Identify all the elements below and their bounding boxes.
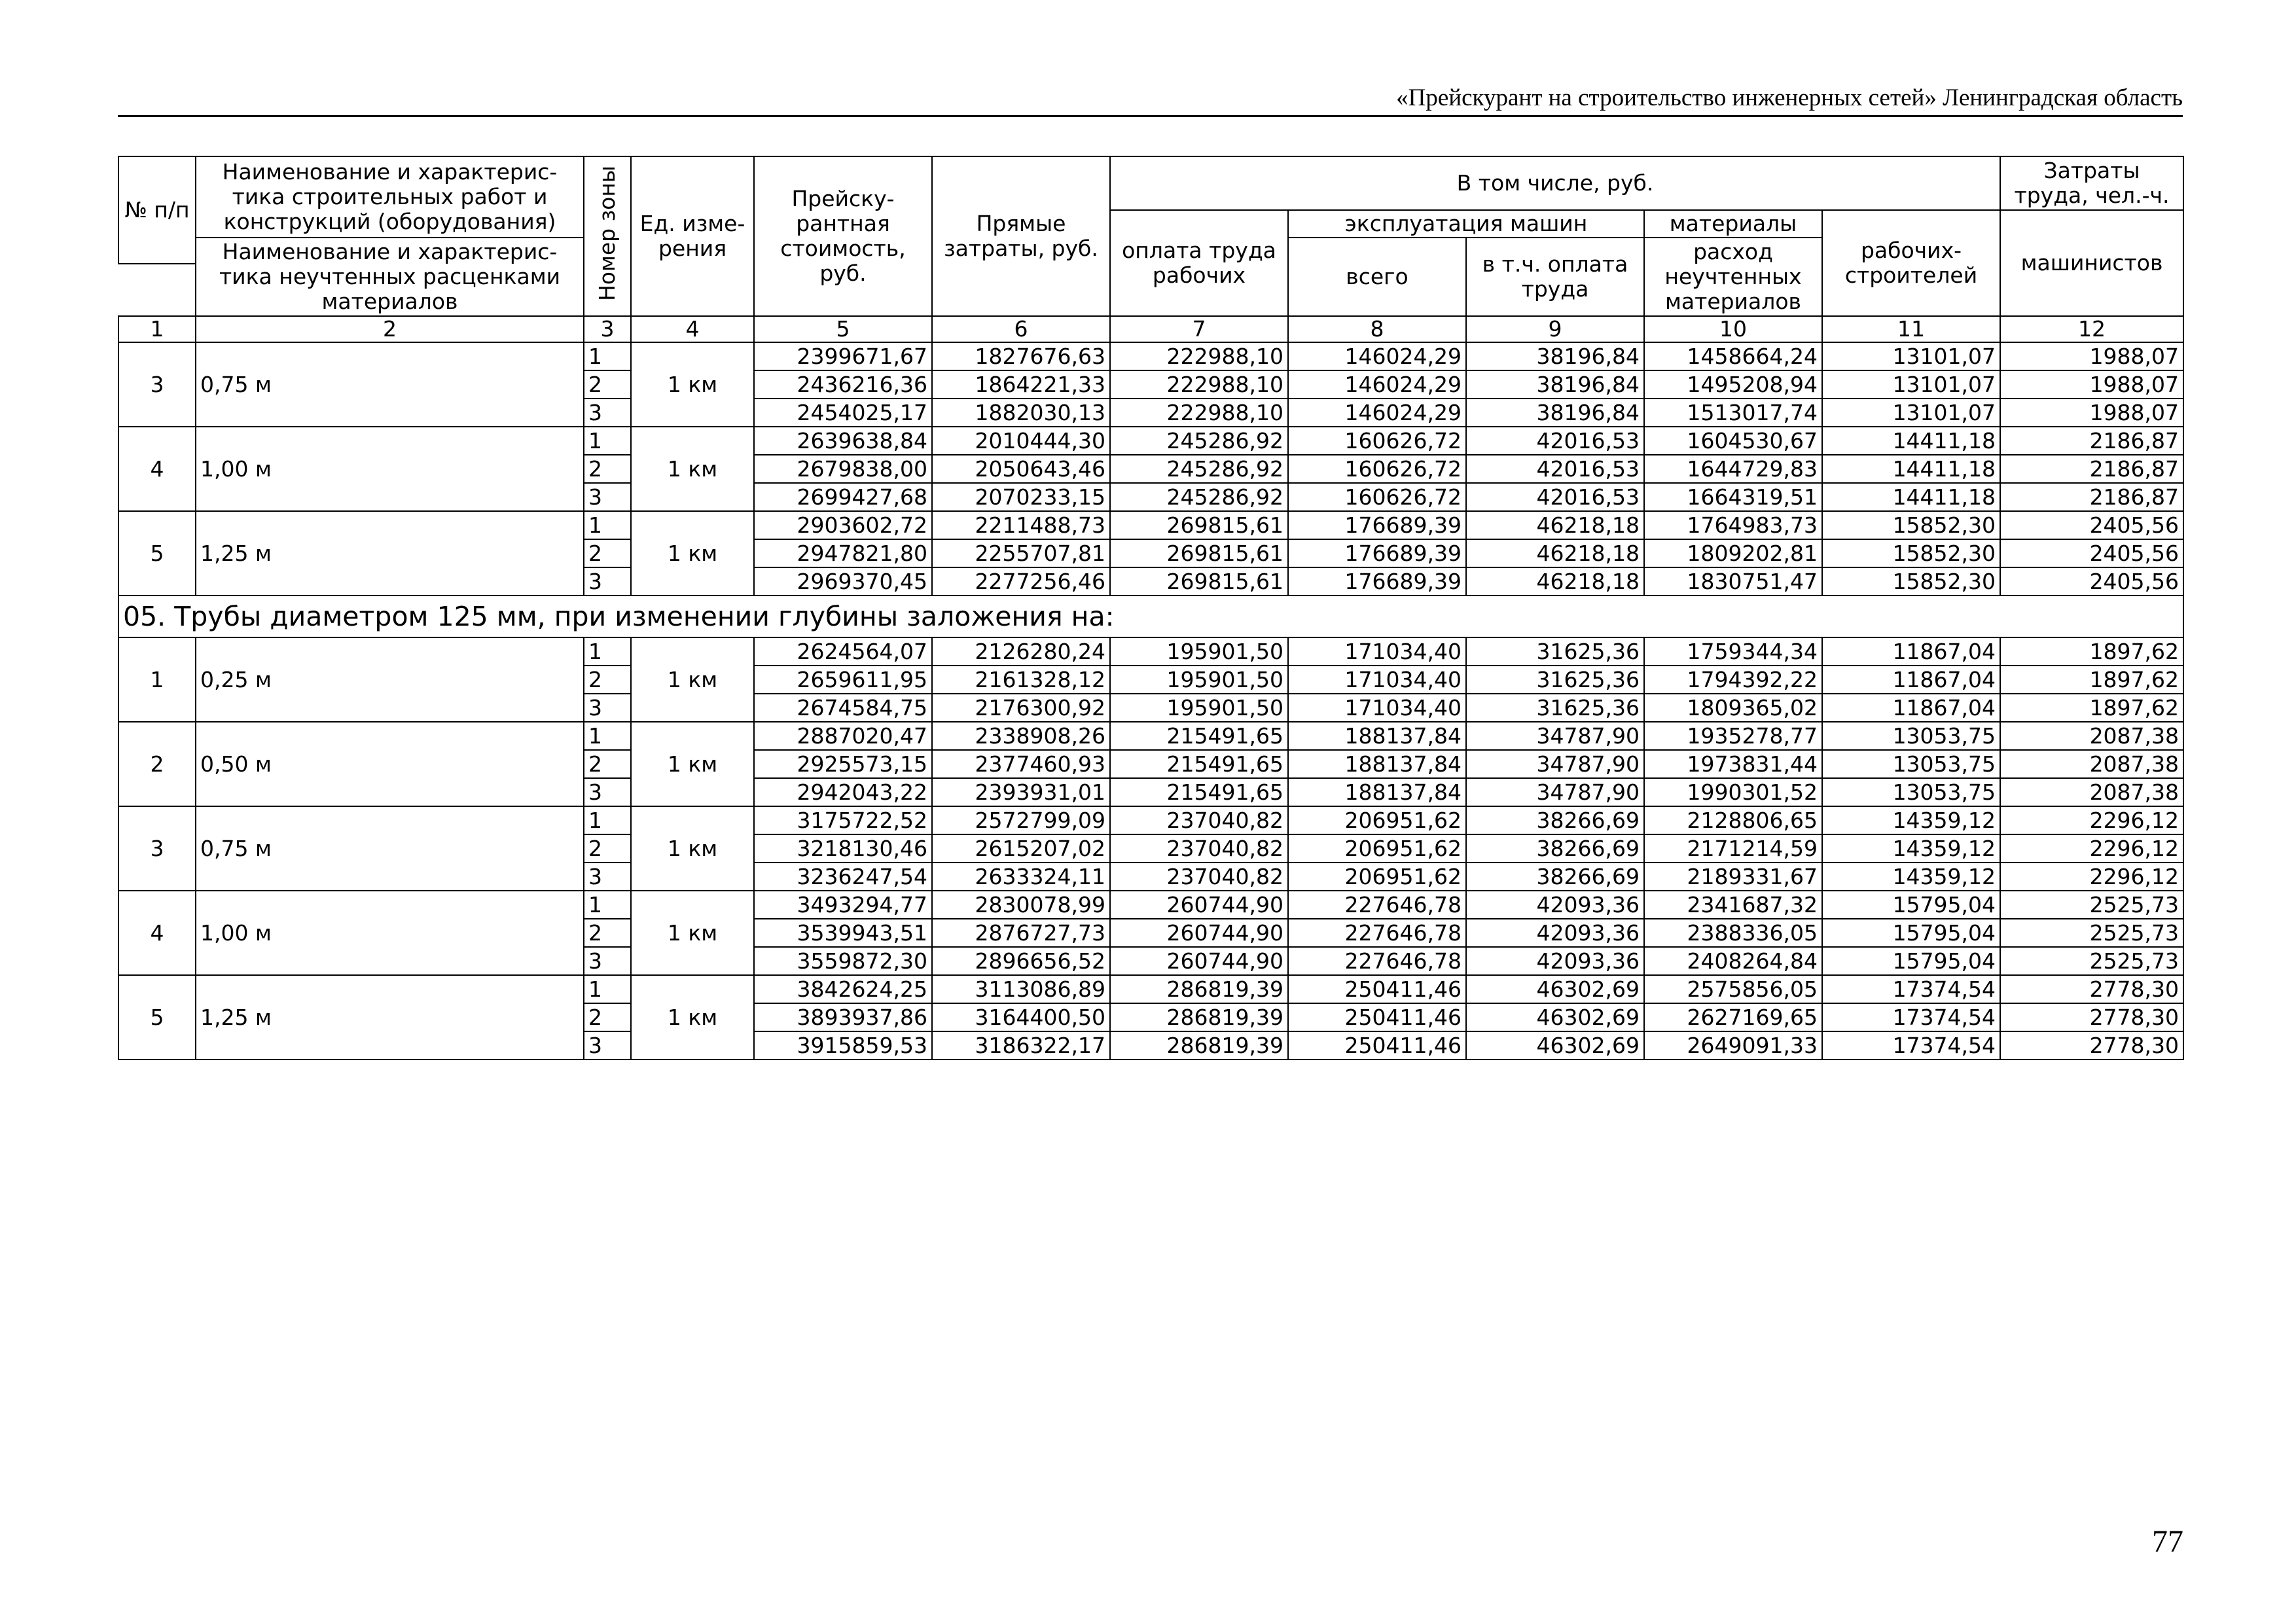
zone-number: 1: [584, 342, 631, 370]
labor-pay-value: 286819,39: [1110, 1031, 1288, 1060]
machinists-hours-value: 2405,56: [2000, 567, 2183, 596]
machinists-hours-value: 1988,07: [2000, 370, 2183, 399]
machines-total-value: 171034,40: [1288, 666, 1466, 694]
price-value: 2903602,72: [754, 511, 932, 539]
direct-cost-value: 2896656,52: [932, 947, 1110, 975]
workers-hours-value: 14359,12: [1822, 863, 2000, 891]
unit: 1 км: [631, 975, 754, 1060]
materials-value: 2171214,59: [1644, 834, 1822, 863]
materials-value: 1764983,73: [1644, 511, 1822, 539]
table-row: [118, 637, 2183, 666]
unit: 1 км: [631, 722, 754, 806]
col-labor-pay-header: оплата труда рабочих: [1110, 210, 1288, 316]
machinists-hours-value: 2778,30: [2000, 975, 2183, 1003]
direct-cost-value: 2572799,09: [932, 806, 1110, 834]
col-number: 3: [584, 316, 631, 342]
workers-hours-value: 13053,75: [1822, 778, 2000, 806]
price-value: 3539943,51: [754, 919, 932, 947]
machinists-hours-value: 2087,38: [2000, 778, 2183, 806]
machines-total-value: 160626,72: [1288, 483, 1466, 511]
machines-labor-value: 46218,18: [1466, 567, 1644, 596]
materials-value: 1759344,34: [1644, 637, 1822, 666]
machinists-hours-value: 2186,87: [2000, 483, 2183, 511]
machinists-hours-value: 2186,87: [2000, 427, 2183, 455]
machines-labor-value: 31625,36: [1466, 694, 1644, 722]
materials-value: 1664319,51: [1644, 483, 1822, 511]
machines-total-value: 227646,78: [1288, 919, 1466, 947]
materials-value: 2408264,84: [1644, 947, 1822, 975]
materials-value: 2627169,65: [1644, 1003, 1822, 1031]
machines-labor-value: 38266,69: [1466, 863, 1644, 891]
col-machinists-header: машинистов: [2000, 210, 2183, 316]
price-value: 3915859,53: [754, 1031, 932, 1060]
col-machines-labor-header: в т.ч. оплата труда: [1466, 238, 1644, 316]
materials-value: 2128806,65: [1644, 806, 1822, 834]
workers-hours-value: 14359,12: [1822, 806, 2000, 834]
price-value: 3493294,77: [754, 891, 932, 919]
machines-labor-value: 42016,53: [1466, 483, 1644, 511]
materials-value: 1644729,83: [1644, 455, 1822, 483]
machinists-hours-value: 2525,73: [2000, 891, 2183, 919]
page-number: 77: [2152, 1524, 2183, 1559]
machines-total-value: 146024,29: [1288, 399, 1466, 427]
col-number: 4: [631, 316, 754, 342]
labor-pay-value: 215491,65: [1110, 778, 1288, 806]
price-value: 3893937,86: [754, 1003, 932, 1031]
price-value: 2436216,36: [754, 370, 932, 399]
machinists-hours-value: 1897,62: [2000, 694, 2183, 722]
document-header-title: «Прейскурант на строительство инженерных сетей» Ленинградская область: [1396, 84, 2183, 111]
unit: 1 км: [631, 806, 754, 891]
zone-number: 1: [584, 511, 631, 539]
labor-pay-value: 286819,39: [1110, 975, 1288, 1003]
col-materials-header: материалы: [1644, 210, 1822, 238]
labor-pay-value: 222988,10: [1110, 342, 1288, 370]
table-row: [118, 891, 2183, 919]
machinists-hours-value: 2296,12: [2000, 863, 2183, 891]
direct-cost-value: 2161328,12: [932, 666, 1110, 694]
workers-hours-value: 13101,07: [1822, 399, 2000, 427]
col-unit-header: Ед. изме-рения: [631, 156, 754, 316]
zone-number: 3: [584, 863, 631, 891]
machines-labor-value: 42016,53: [1466, 427, 1644, 455]
machines-labor-value: 31625,36: [1466, 637, 1644, 666]
col-labor-costs-header: Затраты труда, чел.-ч.: [2000, 156, 2183, 210]
machines-total-value: 206951,62: [1288, 863, 1466, 891]
direct-cost-value: 2338908,26: [932, 722, 1110, 750]
table-row: [118, 427, 2183, 455]
machines-labor-value: 38266,69: [1466, 806, 1644, 834]
price-value: 3236247,54: [754, 863, 932, 891]
workers-hours-value: 17374,54: [1822, 1031, 2000, 1060]
zone-number: 3: [584, 694, 631, 722]
machines-labor-value: 42093,36: [1466, 919, 1644, 947]
row-number: 5: [118, 975, 196, 1060]
machines-labor-value: 46302,69: [1466, 975, 1644, 1003]
price-value: 2399671,67: [754, 342, 932, 370]
workers-hours-value: 14411,18: [1822, 483, 2000, 511]
direct-cost-value: 3113086,89: [932, 975, 1110, 1003]
workers-hours-value: 15852,30: [1822, 539, 2000, 567]
col-machines-total-header: всего: [1288, 238, 1466, 316]
labor-pay-value: 245286,92: [1110, 483, 1288, 511]
machines-total-value: 171034,40: [1288, 637, 1466, 666]
labor-pay-value: 237040,82: [1110, 806, 1288, 834]
price-value: 3559872,30: [754, 947, 932, 975]
machines-total-value: 250411,46: [1288, 1003, 1466, 1031]
materials-value: 2189331,67: [1644, 863, 1822, 891]
col-name-top-header: Наименование и характерис-тика строительных работ и конструкций (оборудования): [196, 156, 584, 238]
labor-pay-value: 222988,10: [1110, 399, 1288, 427]
machines-total-value: 188137,84: [1288, 750, 1466, 778]
direct-cost-value: 2633324,11: [932, 863, 1110, 891]
machines-total-value: 146024,29: [1288, 370, 1466, 399]
price-value: 3175722,52: [754, 806, 932, 834]
zone-number: 2: [584, 834, 631, 863]
labor-pay-value: 195901,50: [1110, 666, 1288, 694]
row-number: 1: [118, 637, 196, 722]
price-value: 2925573,15: [754, 750, 932, 778]
labor-pay-value: 286819,39: [1110, 1003, 1288, 1031]
machinists-hours-value: 2778,30: [2000, 1031, 2183, 1060]
machines-total-value: 250411,46: [1288, 975, 1466, 1003]
machines-labor-value: 46218,18: [1466, 539, 1644, 567]
materials-value: 1513017,74: [1644, 399, 1822, 427]
price-value: 3842624,25: [754, 975, 932, 1003]
workers-hours-value: 11867,04: [1822, 637, 2000, 666]
workers-hours-value: 17374,54: [1822, 1003, 2000, 1031]
workers-hours-value: 17374,54: [1822, 975, 2000, 1003]
price-value: 3218130,46: [754, 834, 932, 863]
header-divider: [118, 115, 2183, 117]
direct-cost-value: 1882030,13: [932, 399, 1110, 427]
price-value: 2674584,75: [754, 694, 932, 722]
materials-value: 1809365,02: [1644, 694, 1822, 722]
machines-labor-value: 42093,36: [1466, 891, 1644, 919]
machines-total-value: 160626,72: [1288, 427, 1466, 455]
section-title: 05. Трубы диаметром 125 мм, при изменении глубины заложения на:: [118, 596, 2183, 637]
materials-value: 1809202,81: [1644, 539, 1822, 567]
machines-total-value: 227646,78: [1288, 947, 1466, 975]
machinists-hours-value: 2405,56: [2000, 511, 2183, 539]
price-value: 2887020,47: [754, 722, 932, 750]
machinists-hours-value: 2296,12: [2000, 806, 2183, 834]
col-materials-sub-header: расход неучтенных материалов: [1644, 238, 1822, 316]
zone-number: 1: [584, 975, 631, 1003]
table-row: [118, 342, 2183, 370]
col-number: 9: [1466, 316, 1644, 342]
labor-pay-value: 269815,61: [1110, 567, 1288, 596]
column-numbers-row: [118, 316, 2183, 342]
machines-labor-value: 38196,84: [1466, 370, 1644, 399]
machinists-hours-value: 2778,30: [2000, 1003, 2183, 1031]
machines-total-value: 250411,46: [1288, 1031, 1466, 1060]
table-header: [118, 156, 2183, 342]
workers-hours-value: 14411,18: [1822, 427, 2000, 455]
zone-number: 2: [584, 750, 631, 778]
direct-cost-value: 1864221,33: [932, 370, 1110, 399]
machines-total-value: 176689,39: [1288, 539, 1466, 567]
zone-number: 1: [584, 806, 631, 834]
labor-pay-value: 237040,82: [1110, 834, 1288, 863]
work-depth: 1,00 м: [196, 891, 584, 975]
workers-hours-value: 13101,07: [1822, 370, 2000, 399]
col-number: 8: [1288, 316, 1466, 342]
machines-labor-value: 38196,84: [1466, 342, 1644, 370]
row-number: 3: [118, 342, 196, 427]
machines-total-value: 206951,62: [1288, 806, 1466, 834]
direct-cost-value: 2277256,46: [932, 567, 1110, 596]
materials-value: 1973831,44: [1644, 750, 1822, 778]
labor-pay-value: 215491,65: [1110, 750, 1288, 778]
direct-cost-value: 2010444,30: [932, 427, 1110, 455]
col-incl-header: В том числе, руб.: [1110, 156, 2000, 210]
direct-cost-value: 2830078,99: [932, 891, 1110, 919]
price-value: 2969370,45: [754, 567, 932, 596]
machinists-hours-value: 2087,38: [2000, 722, 2183, 750]
labor-pay-value: 260744,90: [1110, 919, 1288, 947]
machines-labor-value: 34787,90: [1466, 722, 1644, 750]
machines-labor-value: 46218,18: [1466, 511, 1644, 539]
price-value: 2624564,07: [754, 637, 932, 666]
zone-number: 1: [584, 722, 631, 750]
table-body: [118, 342, 2183, 1060]
row-number: 4: [118, 427, 196, 511]
workers-hours-value: 13101,07: [1822, 342, 2000, 370]
workers-hours-value: 14411,18: [1822, 455, 2000, 483]
zone-number: 3: [584, 483, 631, 511]
workers-hours-value: 13053,75: [1822, 722, 2000, 750]
materials-value: 2649091,33: [1644, 1031, 1822, 1060]
row-number: 2: [118, 722, 196, 806]
labor-pay-value: 260744,90: [1110, 947, 1288, 975]
zone-number: 1: [584, 427, 631, 455]
materials-value: 1794392,22: [1644, 666, 1822, 694]
zone-number: 2: [584, 919, 631, 947]
workers-hours-value: 15795,04: [1822, 947, 2000, 975]
price-value: 2639638,84: [754, 427, 932, 455]
machines-total-value: 176689,39: [1288, 567, 1466, 596]
col-number: 12: [2000, 316, 2183, 342]
machinists-hours-value: 2405,56: [2000, 539, 2183, 567]
machines-labor-value: 34787,90: [1466, 750, 1644, 778]
row-number: 5: [118, 511, 196, 596]
materials-value: 1495208,94: [1644, 370, 1822, 399]
machines-labor-value: 38266,69: [1466, 834, 1644, 863]
labor-pay-value: 269815,61: [1110, 539, 1288, 567]
machines-labor-value: 42016,53: [1466, 455, 1644, 483]
labor-pay-value: 195901,50: [1110, 694, 1288, 722]
machines-labor-value: 46302,69: [1466, 1031, 1644, 1060]
materials-value: 2575856,05: [1644, 975, 1822, 1003]
unit: 1 км: [631, 891, 754, 975]
zone-number: 3: [584, 567, 631, 596]
machinists-hours-value: 1988,07: [2000, 342, 2183, 370]
work-depth: 0,75 м: [196, 806, 584, 891]
labor-pay-value: 222988,10: [1110, 370, 1288, 399]
col-name-bottom-header: Наименование и характерис-тика неучтенных расценками материалов: [196, 238, 584, 316]
workers-hours-value: 15795,04: [1822, 919, 2000, 947]
col-workers-header: рабочих-строителей: [1822, 210, 2000, 316]
machinists-hours-value: 2525,73: [2000, 947, 2183, 975]
direct-cost-value: 2393931,01: [932, 778, 1110, 806]
work-depth: 1,25 м: [196, 975, 584, 1060]
col-num-header: № п/п: [118, 156, 196, 264]
zone-number: 1: [584, 637, 631, 666]
machinists-hours-value: 2525,73: [2000, 919, 2183, 947]
work-depth: 1,25 м: [196, 511, 584, 596]
machinists-hours-value: 2087,38: [2000, 750, 2183, 778]
workers-hours-value: 15795,04: [1822, 891, 2000, 919]
zone-number: 3: [584, 399, 631, 427]
zone-number: 3: [584, 778, 631, 806]
materials-value: 1935278,77: [1644, 722, 1822, 750]
direct-cost-value: 2255707,81: [932, 539, 1110, 567]
direct-cost-value: 2876727,73: [932, 919, 1110, 947]
col-number: 5: [754, 316, 932, 342]
materials-value: 1458664,24: [1644, 342, 1822, 370]
labor-pay-value: 269815,61: [1110, 511, 1288, 539]
direct-cost-value: 2377460,93: [932, 750, 1110, 778]
zone-number: 2: [584, 539, 631, 567]
workers-hours-value: 11867,04: [1822, 694, 2000, 722]
price-value: 2942043,22: [754, 778, 932, 806]
workers-hours-value: 14359,12: [1822, 834, 2000, 863]
direct-cost-value: 2050643,46: [932, 455, 1110, 483]
price-value: 2699427,68: [754, 483, 932, 511]
zone-number: 1: [584, 891, 631, 919]
col-number: 10: [1644, 316, 1822, 342]
table-row: [118, 511, 2183, 539]
materials-value: 2341687,32: [1644, 891, 1822, 919]
price-table: [118, 156, 2184, 1060]
col-number: 6: [932, 316, 1110, 342]
machines-labor-value: 46302,69: [1466, 1003, 1644, 1031]
machinists-hours-value: 1897,62: [2000, 666, 2183, 694]
machines-total-value: 188137,84: [1288, 722, 1466, 750]
work-depth: 1,00 м: [196, 427, 584, 511]
col-direct-header: Прямые затраты, руб.: [932, 156, 1110, 316]
price-value: 2679838,00: [754, 455, 932, 483]
row-number: 3: [118, 806, 196, 891]
table-row: [118, 722, 2183, 750]
machinists-hours-value: 2186,87: [2000, 455, 2183, 483]
price-value: 2454025,17: [754, 399, 932, 427]
machines-total-value: 188137,84: [1288, 778, 1466, 806]
zone-number: 3: [584, 947, 631, 975]
price-value: 2947821,80: [754, 539, 932, 567]
direct-cost-value: 2176300,92: [932, 694, 1110, 722]
machines-total-value: 171034,40: [1288, 694, 1466, 722]
col-number: 2: [196, 316, 584, 342]
materials-value: 1830751,47: [1644, 567, 1822, 596]
col-number: 7: [1110, 316, 1288, 342]
work-depth: 0,50 м: [196, 722, 584, 806]
col-price-header: Прейску-рантная стоимость, руб.: [754, 156, 932, 316]
labor-pay-value: 237040,82: [1110, 863, 1288, 891]
workers-hours-value: 11867,04: [1822, 666, 2000, 694]
labor-pay-value: 260744,90: [1110, 891, 1288, 919]
labor-pay-value: 195901,50: [1110, 637, 1288, 666]
unit: 1 км: [631, 637, 754, 722]
col-zone-header: [584, 156, 631, 316]
direct-cost-value: 2126280,24: [932, 637, 1110, 666]
machines-total-value: 227646,78: [1288, 891, 1466, 919]
work-depth: 0,25 м: [196, 637, 584, 722]
direct-cost-value: 2211488,73: [932, 511, 1110, 539]
zone-number: 2: [584, 1003, 631, 1031]
col-number: 1: [118, 316, 196, 342]
col-number: 11: [1822, 316, 2000, 342]
unit: 1 км: [631, 427, 754, 511]
machines-total-value: 160626,72: [1288, 455, 1466, 483]
direct-cost-value: 3164400,50: [932, 1003, 1110, 1031]
zone-number: 3: [584, 1031, 631, 1060]
machines-labor-value: 34787,90: [1466, 778, 1644, 806]
machines-labor-value: 38196,84: [1466, 399, 1644, 427]
machinists-hours-value: 1988,07: [2000, 399, 2183, 427]
materials-value: 1990301,52: [1644, 778, 1822, 806]
machines-total-value: 206951,62: [1288, 834, 1466, 863]
zone-number: 2: [584, 666, 631, 694]
unit: 1 км: [631, 342, 754, 427]
workers-hours-value: 15852,30: [1822, 567, 2000, 596]
table-row: [118, 806, 2183, 834]
materials-value: 2388336,05: [1644, 919, 1822, 947]
machines-total-value: 146024,29: [1288, 342, 1466, 370]
zone-number: 2: [584, 370, 631, 399]
direct-cost-value: 1827676,63: [932, 342, 1110, 370]
row-number: 4: [118, 891, 196, 975]
machinists-hours-value: 2296,12: [2000, 834, 2183, 863]
machines-total-value: 176689,39: [1288, 511, 1466, 539]
labor-pay-value: 215491,65: [1110, 722, 1288, 750]
price-value: 2659611,95: [754, 666, 932, 694]
labor-pay-value: 245286,92: [1110, 427, 1288, 455]
zone-header-label: Номер зоны: [594, 166, 620, 302]
section-title-row: [118, 596, 2183, 637]
materials-value: 1604530,67: [1644, 427, 1822, 455]
zone-number: 2: [584, 455, 631, 483]
table-row: [118, 975, 2183, 1003]
direct-cost-value: 2615207,02: [932, 834, 1110, 863]
workers-hours-value: 15852,30: [1822, 511, 2000, 539]
labor-pay-value: 245286,92: [1110, 455, 1288, 483]
machinists-hours-value: 1897,62: [2000, 637, 2183, 666]
direct-cost-value: 3186322,17: [932, 1031, 1110, 1060]
direct-cost-value: 2070233,15: [932, 483, 1110, 511]
col-machines-header: эксплуатация машин: [1288, 210, 1644, 238]
workers-hours-value: 13053,75: [1822, 750, 2000, 778]
work-depth: 0,75 м: [196, 342, 584, 427]
machines-labor-value: 31625,36: [1466, 666, 1644, 694]
machines-labor-value: 42093,36: [1466, 947, 1644, 975]
unit: 1 км: [631, 511, 754, 596]
